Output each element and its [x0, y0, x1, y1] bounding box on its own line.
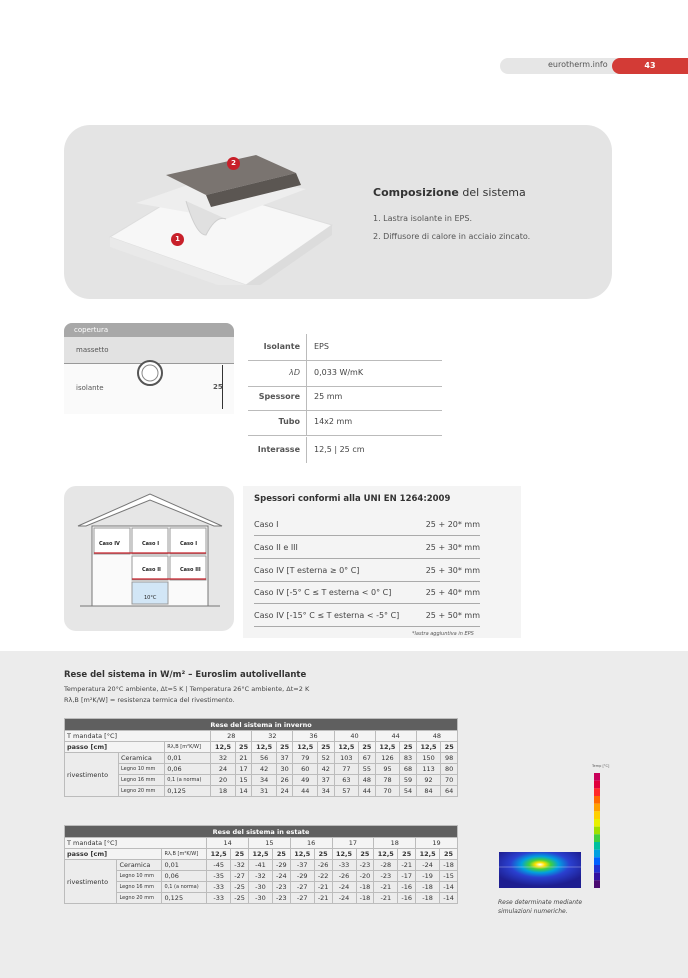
legend-step — [594, 850, 600, 858]
spessori-row: Caso IV [T esterna ≥ 0° C] 25 + 30* mm — [254, 559, 480, 582]
property-row — [248, 409, 442, 436]
summer-table: Rese del sistema in estate T mandata [°C] 14 15 16 17 18 19 passo [cm] Rλ,B [m²K/W] 12,5 25 12,5 25 12,5 25 12,5 25 12,5 25 12,5 25 rivestimento Ceramica 0,01 -45 -32 -41 -29 -37 -26 -33 -23 -28 -21 -24 -18 Legno 10 mm 0,06 -35 -27 -32 -24 -29 -22 -26 -20 -23 -17 -19 -15 Legno 16 mm 0,1 (a norma) -33 -25 -30 -23 -27 -21 -24 -18 -21 -16 -18 -14 Legno 20 mm 0,125 -33 -25 -30 -23 -27 -21 -24 -18 -21 -16 -18 -14 — [64, 825, 458, 904]
composition-list — [373, 210, 530, 246]
composition-title: Composizione del sistema — [373, 186, 526, 199]
summer-table-title: Rese del sistema in estate — [65, 826, 458, 838]
system-illustration — [96, 145, 356, 285]
spessori-title: Spessori conformi alla UNI EN 1264:2009 — [254, 494, 451, 504]
property-row — [248, 384, 442, 411]
table-row: Legno 10 mm 0,06 24 17 42 30 60 42 77 55 95 68 113 80 — [65, 764, 458, 775]
legend-step — [594, 827, 600, 835]
legend-step — [594, 857, 600, 865]
room-label: Caso I — [142, 541, 160, 547]
table-row: Legno 16 mm 0,1 (a norma) -33 -25 -30 -23 -27 -21 -24 -18 -21 -16 -18 -14 — [65, 882, 458, 893]
marker-1: 1 — [171, 233, 184, 246]
property-value: 0,033 W/mK — [314, 368, 364, 377]
marker-2: 2 — [227, 157, 240, 170]
page-number: 43 — [612, 58, 688, 74]
temperature-legend — [594, 773, 600, 888]
winter-table: Rese del sistema in inverno T mandata [°C] 28 32 36 40 44 48 passo [cm] Rλ,B [m²K/W] 12,5 25 12,5 25 12,5 25 12,5 25 12,5 25 12,5 25 rivestimento Ceramica 0,01 32 21 56 37 79 52 103 67 126 83 150 98 Legno 10 mm 0,06 24 17 42 30 60 42 77 55 95 68 113 80 Legno 16 mm 0,1 (a norma) 20 15 34 26 49 37 63 48 78 59 92 70 Legno 20 mm 0,125 18 14 31 24 44 34 57 44 70 54 84 64 — [64, 718, 458, 797]
legend-step — [594, 834, 600, 842]
table-row: Legno 20 mm 0,125 18 14 31 24 44 34 57 44 70 54 84 64 — [65, 786, 458, 797]
spessori-note: *lastra aggiuntiva in EPS — [412, 631, 474, 637]
spessori-row: Caso I 25 + 20* mm — [254, 513, 480, 536]
room-label: Caso I — [180, 541, 198, 547]
legend-step — [594, 873, 600, 881]
spessori-row: Caso II e III 25 + 30* mm — [254, 536, 480, 559]
t-mandata-label: T mandata [°C] — [65, 731, 211, 742]
passo-label: passo [cm] — [65, 849, 162, 860]
legend-step — [594, 880, 600, 888]
table-row: rivestimento Ceramica 0,01 32 21 56 37 79 52 103 67 126 83 150 98 — [65, 753, 458, 764]
spessori-row: Caso IV [-15° C ≤ T esterna < -5° C] 25 + 50* mm — [254, 604, 480, 627]
legend-step — [594, 773, 600, 781]
property-key: Isolante — [263, 342, 300, 351]
house-diagram — [74, 492, 226, 622]
room-temp: 10°C — [144, 595, 157, 601]
table-row: Legno 16 mm 0,1 (a norma) 20 15 34 26 49 37 63 48 78 59 92 70 — [65, 775, 458, 786]
property-key: Spessore — [258, 392, 300, 401]
property-key: λD — [289, 368, 300, 377]
property-value: 14x2 mm — [314, 417, 353, 426]
site-url[interactable]: eurotherm.info — [548, 60, 608, 69]
property-value: 12,5 | 25 cm — [314, 445, 365, 454]
legend-step — [594, 788, 600, 796]
property-value: EPS — [314, 342, 329, 351]
table-row: Legno 20 mm 0,125 -33 -25 -30 -23 -27 -21 -24 -18 -21 -16 -18 -14 — [65, 893, 458, 904]
simulation-note: Rese determinate mediante simulazioni numeriche. — [498, 899, 583, 915]
thickness-label: 25 — [213, 383, 223, 391]
rese-subtitle: Temperatura 20°C ambiente, Δt=5 K | Temperatura 26°C ambiente, Δt=2 K — [64, 685, 310, 693]
room-label: Caso III — [180, 567, 201, 573]
winter-table-title: Rese del sistema in inverno — [65, 719, 458, 731]
legend-step — [594, 819, 600, 827]
legend-step — [594, 865, 600, 873]
table-row: rivestimento Ceramica 0,01 -45 -32 -41 -29 -37 -26 -33 -23 -28 -21 -24 -18 — [65, 860, 458, 871]
composition-item: 1. Lastra isolante in EPS. — [373, 214, 472, 223]
legend-title: Temp [°C] — [592, 764, 610, 768]
massetto-label: massetto — [76, 346, 109, 354]
legend-step — [594, 811, 600, 819]
t-mandata-label: T mandata [°C] — [65, 838, 207, 849]
legend-step — [594, 781, 600, 789]
property-row — [248, 437, 442, 463]
composition-item: 2. Diffusore di calore in acciaio zincato. — [373, 232, 531, 241]
passo-label: passo [cm] — [65, 742, 165, 753]
property-value: 25 mm — [314, 392, 343, 401]
pipe-icon — [135, 358, 165, 388]
table-row: Legno 10 mm 0,06 -35 -27 -32 -24 -29 -22 -26 -20 -23 -17 -19 -15 — [65, 871, 458, 882]
simulation-image — [499, 852, 581, 888]
property-key: Interasse — [257, 445, 300, 454]
spessori-row: Caso IV [-5° C ≤ T esterna < 0° C] 25 + 40* mm — [254, 581, 480, 604]
property-key: Tubo — [278, 417, 300, 426]
property-row — [248, 360, 442, 387]
room-label: Caso IV — [99, 541, 120, 547]
property-row — [248, 334, 442, 361]
rese-subtitle: Rλ,B [m²K/W] = resistenza termica del rivestimento. — [64, 696, 235, 704]
room-label: Caso II — [142, 567, 161, 573]
isolante-label: isolante — [76, 384, 104, 392]
legend-step — [594, 804, 600, 812]
legend-step — [594, 796, 600, 804]
copertura-layer: copertura — [64, 323, 234, 337]
legend-step — [594, 842, 600, 850]
rese-title: Rese del sistema in W/m² – Euroslim autolivellante — [64, 670, 307, 680]
